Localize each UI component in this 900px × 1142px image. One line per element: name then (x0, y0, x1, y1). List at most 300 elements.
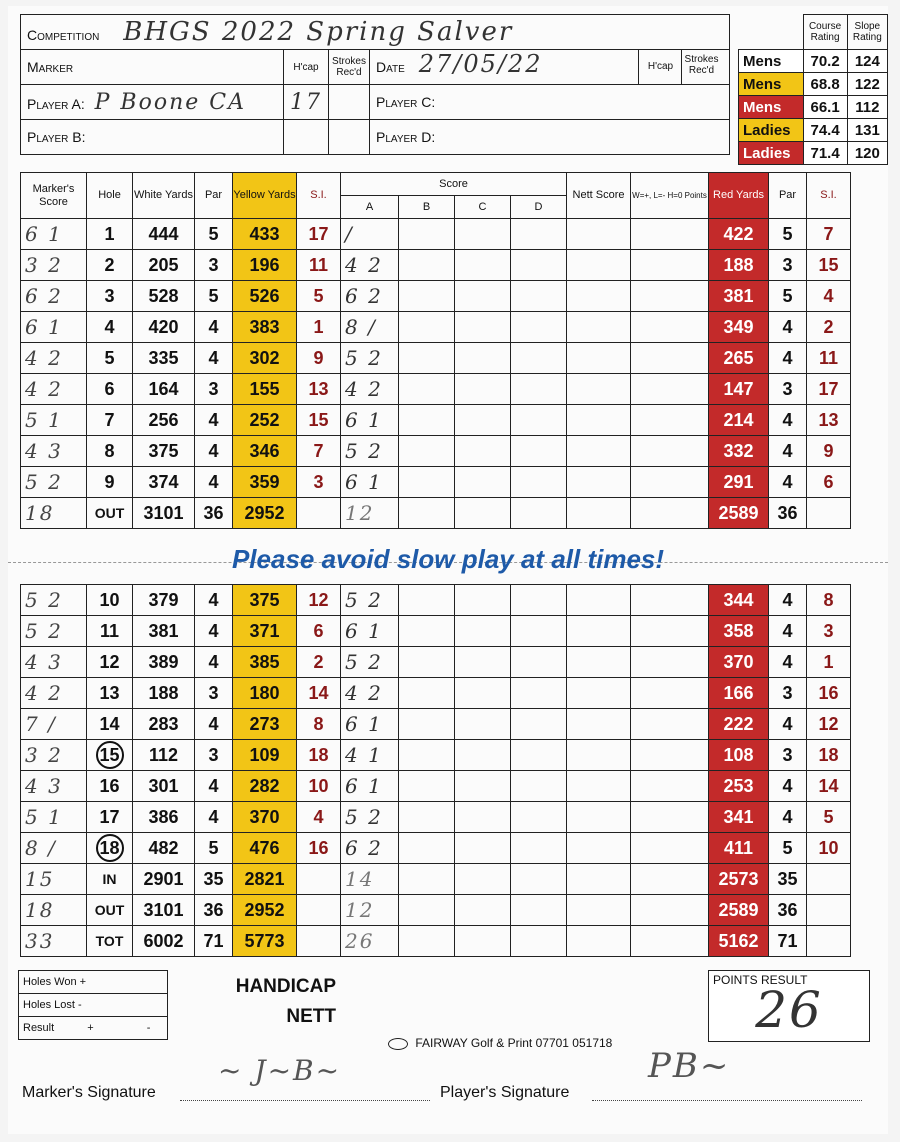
hole-number: 14 (87, 709, 133, 740)
hole-number: 17 (87, 802, 133, 833)
player-a-hcap[interactable]: 17 (284, 85, 329, 120)
score-b[interactable] (399, 585, 455, 616)
score-d[interactable] (511, 467, 567, 498)
nett-score[interactable] (567, 467, 631, 498)
white-total: 3101 (133, 498, 195, 529)
score-c-total[interactable] (455, 895, 511, 926)
score-b[interactable] (399, 405, 455, 436)
score-a[interactable]: 4 2 (341, 374, 399, 405)
red-par-total: 35 (769, 864, 807, 895)
red-par: 5 (769, 281, 807, 312)
si-total-blank (297, 864, 341, 895)
score-a[interactable]: 6 1 (341, 616, 399, 647)
score-a[interactable]: 4 1 (341, 740, 399, 771)
course-rating: 71.4 (803, 142, 847, 165)
player-b-label: Player B: (27, 129, 86, 145)
player-b-cell[interactable] (21, 120, 284, 155)
nett-score[interactable] (567, 585, 631, 616)
points[interactable] (631, 312, 709, 343)
score-c[interactable] (455, 740, 511, 771)
points[interactable] (631, 405, 709, 436)
marker-score[interactable]: 8 / (21, 833, 87, 864)
holes-lost[interactable]: Holes Lost - (19, 994, 168, 1017)
red-stroke-index: 17 (807, 374, 851, 405)
score-d[interactable] (511, 678, 567, 709)
score-d[interactable] (511, 374, 567, 405)
white-yards: 283 (133, 709, 195, 740)
score-c[interactable] (455, 436, 511, 467)
rating-row (739, 73, 888, 96)
slope-rating-header: Slope Rating (847, 15, 887, 50)
marker-total[interactable]: 33 (21, 926, 87, 957)
par: 4 (195, 405, 233, 436)
result-minus: - (146, 1022, 151, 1034)
score-c-total[interactable] (455, 498, 511, 529)
red-si-total-blank (807, 895, 851, 926)
hole-number: 10 (87, 585, 133, 616)
total-label: OUT (87, 498, 133, 529)
points[interactable] (631, 343, 709, 374)
hole-number: 7 (87, 405, 133, 436)
marker-signature-line[interactable] (180, 1100, 430, 1101)
marker-score[interactable]: 6 1 (21, 219, 87, 250)
red-stroke-index: 8 (807, 585, 851, 616)
red-total: 2589 (709, 498, 769, 529)
score-d[interactable] (511, 250, 567, 281)
score-d[interactable] (511, 647, 567, 678)
par: 5 (195, 219, 233, 250)
yellow-yards: 433 (233, 219, 297, 250)
hole-number: 16 (87, 771, 133, 802)
nett-score[interactable] (567, 678, 631, 709)
red-par: 4 (769, 467, 807, 498)
score-c[interactable] (455, 647, 511, 678)
points[interactable] (631, 281, 709, 312)
score-a[interactable]: 4 2 (341, 250, 399, 281)
score-a[interactable]: 4 2 (341, 678, 399, 709)
holes-won[interactable]: Holes Won + (19, 971, 168, 994)
score-a[interactable]: 6 1 (341, 467, 399, 498)
score-d-total[interactable] (511, 864, 567, 895)
nett-score[interactable] (567, 833, 631, 864)
score-b-total[interactable] (399, 498, 455, 529)
score-b[interactable] (399, 802, 455, 833)
marker-cell[interactable] (21, 50, 284, 85)
hole-number-circled: 15 (96, 741, 124, 769)
nett-score[interactable] (567, 343, 631, 374)
par: 3 (195, 678, 233, 709)
red-stroke-index: 4 (807, 281, 851, 312)
marker-score[interactable]: 4 2 (21, 374, 87, 405)
points[interactable] (631, 709, 709, 740)
nett-score[interactable] (567, 219, 631, 250)
hole-row (21, 250, 851, 281)
slope-rating: 124 (847, 50, 887, 73)
par: 4 (195, 585, 233, 616)
marker-total[interactable]: 15 (21, 864, 87, 895)
par-total: 36 (195, 895, 233, 926)
score-c[interactable] (455, 616, 511, 647)
red-stroke-index: 11 (807, 343, 851, 374)
rating-label: Mens (739, 50, 804, 73)
col-yellow-yards: Yellow Yards (233, 173, 297, 219)
competition-row (21, 15, 730, 50)
player-a-cell[interactable] (21, 85, 284, 120)
col-si: S.I. (297, 173, 341, 219)
player-a-label: Player A: (27, 95, 85, 112)
competition-value[interactable]: BHGS 2022 Spring Salver (123, 17, 514, 47)
slope-rating: 120 (847, 142, 887, 165)
par-total: 71 (195, 926, 233, 957)
yellow-yards: 375 (233, 585, 297, 616)
nett-score[interactable] (567, 647, 631, 678)
yellow-yards: 359 (233, 467, 297, 498)
points[interactable] (631, 250, 709, 281)
red-stroke-index: 10 (807, 833, 851, 864)
player-c-cell[interactable] (370, 85, 730, 120)
rating-label: Ladies (739, 119, 804, 142)
par: 4 (195, 467, 233, 498)
score-b-total[interactable] (399, 864, 455, 895)
points[interactable] (631, 436, 709, 467)
score-d[interactable] (511, 585, 567, 616)
nett-score[interactable] (567, 616, 631, 647)
points[interactable] (631, 616, 709, 647)
points[interactable] (631, 647, 709, 678)
score-d[interactable] (511, 709, 567, 740)
score-a[interactable]: 5 2 (341, 647, 399, 678)
score-d[interactable] (511, 281, 567, 312)
score-a[interactable]: 5 2 (341, 585, 399, 616)
score-a[interactable]: 6 1 (341, 771, 399, 802)
red-yards: 188 (709, 250, 769, 281)
marker-total[interactable]: 18 (21, 498, 87, 529)
points[interactable] (631, 678, 709, 709)
score-b[interactable] (399, 647, 455, 678)
score-a[interactable]: 5 2 (341, 343, 399, 374)
red-total: 2589 (709, 895, 769, 926)
points[interactable] (631, 833, 709, 864)
nett-score[interactable] (567, 281, 631, 312)
score-b[interactable] (399, 219, 455, 250)
score-a[interactable]: 5 2 (341, 802, 399, 833)
course-rating: 66.1 (803, 96, 847, 119)
total-label: OUT (87, 895, 133, 926)
col-markers-score: Marker's Score (21, 173, 87, 219)
total-row (21, 864, 851, 895)
score-a-total[interactable]: 26 (341, 926, 399, 957)
rating-row (739, 142, 888, 165)
red-par: 3 (769, 740, 807, 771)
score-b[interactable] (399, 312, 455, 343)
score-b[interactable] (399, 771, 455, 802)
col-par-2: Par (769, 173, 807, 219)
red-stroke-index: 15 (807, 250, 851, 281)
score-d[interactable] (511, 802, 567, 833)
score-c[interactable] (455, 678, 511, 709)
score-a-total[interactable]: 14 (341, 864, 399, 895)
score-b[interactable] (399, 709, 455, 740)
points-total[interactable] (631, 864, 709, 895)
hole-row (21, 802, 851, 833)
score-d[interactable] (511, 616, 567, 647)
red-yards: 222 (709, 709, 769, 740)
marker-score[interactable]: 5 2 (21, 585, 87, 616)
par: 4 (195, 647, 233, 678)
score-a[interactable]: 6 1 (341, 709, 399, 740)
score-a[interactable]: 6 2 (341, 281, 399, 312)
score-c[interactable] (455, 585, 511, 616)
score-b[interactable] (399, 343, 455, 374)
score-c[interactable] (455, 312, 511, 343)
marker-total[interactable]: 18 (21, 895, 87, 926)
stroke-index: 15 (297, 405, 341, 436)
red-stroke-index: 16 (807, 678, 851, 709)
score-c[interactable] (455, 709, 511, 740)
marker-signature-mark: ~ J~B~ (218, 1054, 342, 1087)
player-b-hcap[interactable] (284, 120, 329, 155)
score-c-total[interactable] (455, 926, 511, 957)
marker-label: Marker (27, 59, 74, 75)
score-d[interactable] (511, 219, 567, 250)
red-yards: 381 (709, 281, 769, 312)
nett-score[interactable] (567, 436, 631, 467)
red-yards: 147 (709, 374, 769, 405)
result-cell[interactable] (19, 1017, 168, 1040)
hole-number: 2 (87, 250, 133, 281)
par: 3 (195, 374, 233, 405)
nett-score[interactable] (567, 374, 631, 405)
result-label: Result (23, 1022, 55, 1034)
marker-score[interactable]: 7 / (21, 709, 87, 740)
red-yards: 349 (709, 312, 769, 343)
score-a-total[interactable]: 12 (341, 895, 399, 926)
stroke-index: 7 (297, 436, 341, 467)
player-signature-mark: PB~ (648, 1046, 731, 1086)
score-b[interactable] (399, 250, 455, 281)
par: 3 (195, 740, 233, 771)
si-total-blank (297, 895, 341, 926)
score-d[interactable] (511, 436, 567, 467)
marker-score[interactable]: 5 2 (21, 467, 87, 498)
score-b[interactable] (399, 740, 455, 771)
score-c[interactable] (455, 771, 511, 802)
hole-row (21, 709, 851, 740)
hole-row (21, 678, 851, 709)
red-par: 3 (769, 374, 807, 405)
red-stroke-index: 6 (807, 467, 851, 498)
player-c-label: Player C: (376, 94, 436, 110)
score-a[interactable]: 6 2 (341, 833, 399, 864)
col-score-a: A (341, 196, 399, 219)
score-b[interactable] (399, 833, 455, 864)
marker-score[interactable]: 4 3 (21, 436, 87, 467)
date-cell[interactable] (370, 50, 730, 85)
stroke-index: 2 (297, 647, 341, 678)
player-d-label: Player D: (376, 129, 436, 145)
red-par: 3 (769, 678, 807, 709)
score-d-total[interactable] (511, 926, 567, 957)
marker-score[interactable]: 5 2 (21, 616, 87, 647)
marker-score[interactable]: 4 3 (21, 771, 87, 802)
par: 4 (195, 709, 233, 740)
score-c-total[interactable] (455, 864, 511, 895)
stroke-index: 10 (297, 771, 341, 802)
red-par: 4 (769, 709, 807, 740)
player-signature-line[interactable] (592, 1100, 862, 1101)
nett-score[interactable] (567, 709, 631, 740)
nett-score[interactable] (567, 312, 631, 343)
score-a-total[interactable]: 12 (341, 498, 399, 529)
score-c[interactable] (455, 467, 511, 498)
white-yards: 375 (133, 436, 195, 467)
score-a[interactable]: 8 / (341, 312, 399, 343)
score-d-total[interactable] (511, 498, 567, 529)
red-yards: 253 (709, 771, 769, 802)
yellow-yards: 155 (233, 374, 297, 405)
stroke-index: 13 (297, 374, 341, 405)
red-yards: 341 (709, 802, 769, 833)
col-nett-score: Nett Score (567, 173, 631, 219)
score-d[interactable] (511, 771, 567, 802)
points[interactable] (631, 771, 709, 802)
score-b-total[interactable] (399, 895, 455, 926)
result-plus: + (87, 1022, 94, 1034)
points-total[interactable] (631, 498, 709, 529)
yellow-yards: 273 (233, 709, 297, 740)
stroke-index: 4 (297, 802, 341, 833)
score-d[interactable] (511, 405, 567, 436)
stroke-index: 12 (297, 585, 341, 616)
score-c[interactable] (455, 281, 511, 312)
score-c[interactable] (455, 833, 511, 864)
score-a[interactable]: 5 2 (341, 436, 399, 467)
points[interactable] (631, 219, 709, 250)
nett-score[interactable] (567, 802, 631, 833)
score-b-total[interactable] (399, 926, 455, 957)
marker-score[interactable]: 3 2 (21, 740, 87, 771)
white-yards: 444 (133, 219, 195, 250)
points[interactable] (631, 467, 709, 498)
marker-score[interactable]: 4 2 (21, 678, 87, 709)
nett-score[interactable] (567, 250, 631, 281)
stroke-index: 18 (297, 740, 341, 771)
marker-score[interactable]: 4 3 (21, 647, 87, 678)
score-c[interactable] (455, 374, 511, 405)
yellow-yards: 346 (233, 436, 297, 467)
score-b[interactable] (399, 678, 455, 709)
hole-number (87, 833, 133, 864)
red-stroke-index: 9 (807, 436, 851, 467)
white-total: 6002 (133, 926, 195, 957)
points-result-value: 26 (755, 981, 823, 1039)
score-b[interactable] (399, 467, 455, 498)
nett-score[interactable] (567, 771, 631, 802)
player-a-strokes[interactable] (329, 85, 370, 120)
score-b[interactable] (399, 281, 455, 312)
marker-signature-label: Marker's Signature (22, 1084, 156, 1101)
par: 4 (195, 771, 233, 802)
points-total[interactable] (631, 926, 709, 957)
score-d-total[interactable] (511, 895, 567, 926)
score-c[interactable] (455, 250, 511, 281)
col-points: W=+, L=- H=0 Points (631, 173, 709, 219)
score-a[interactable]: / (341, 219, 399, 250)
course-rating-header: Course Rating (803, 15, 847, 50)
score-b[interactable] (399, 616, 455, 647)
score-c[interactable] (455, 802, 511, 833)
hole-number: 5 (87, 343, 133, 374)
hole-number: 3 (87, 281, 133, 312)
points[interactable] (631, 740, 709, 771)
red-stroke-index: 14 (807, 771, 851, 802)
hcap-header-right: H'cap (641, 50, 682, 84)
score-c[interactable] (455, 405, 511, 436)
white-yards: 256 (133, 405, 195, 436)
score-d[interactable] (511, 343, 567, 374)
yellow-total: 2952 (233, 498, 297, 529)
score-d[interactable] (511, 740, 567, 771)
slope-rating: 122 (847, 73, 887, 96)
course-rating: 74.4 (803, 119, 847, 142)
marker-score[interactable]: 5 1 (21, 405, 87, 436)
white-yards: 482 (133, 833, 195, 864)
nett-total[interactable] (567, 926, 631, 957)
red-si-total-blank (807, 864, 851, 895)
white-yards: 112 (133, 740, 195, 771)
nett-score[interactable] (567, 405, 631, 436)
marker-score[interactable]: 6 2 (21, 281, 87, 312)
par: 4 (195, 616, 233, 647)
points[interactable] (631, 374, 709, 405)
marker-score[interactable]: 5 1 (21, 802, 87, 833)
player-d-cell[interactable] (370, 120, 730, 155)
score-b[interactable] (399, 374, 455, 405)
points-result-box[interactable] (708, 970, 870, 1042)
nett-score[interactable] (567, 740, 631, 771)
score-c[interactable] (455, 343, 511, 374)
hole-row (21, 616, 851, 647)
rating-label: Mens (739, 73, 804, 96)
points[interactable] (631, 802, 709, 833)
hole-number (87, 740, 133, 771)
nett-total[interactable] (567, 498, 631, 529)
rating-label: Ladies (739, 142, 804, 165)
hole-number: 9 (87, 467, 133, 498)
points-total[interactable] (631, 895, 709, 926)
score-a[interactable]: 6 1 (341, 405, 399, 436)
nett-total[interactable] (567, 864, 631, 895)
player-b-strokes[interactable] (329, 120, 370, 155)
par: 5 (195, 281, 233, 312)
marker-score[interactable]: 6 1 (21, 312, 87, 343)
red-par: 4 (769, 436, 807, 467)
white-yards: 379 (133, 585, 195, 616)
score-d[interactable] (511, 833, 567, 864)
back-nine-table (20, 584, 851, 957)
points[interactable] (631, 585, 709, 616)
score-d[interactable] (511, 312, 567, 343)
hole-row (21, 771, 851, 802)
score-b[interactable] (399, 436, 455, 467)
nett-total[interactable] (567, 895, 631, 926)
front-nine-table (20, 172, 851, 529)
hole-row (21, 374, 851, 405)
score-c[interactable] (455, 219, 511, 250)
marker-score[interactable]: 3 2 (21, 250, 87, 281)
par: 3 (195, 250, 233, 281)
marker-score[interactable]: 4 2 (21, 343, 87, 374)
